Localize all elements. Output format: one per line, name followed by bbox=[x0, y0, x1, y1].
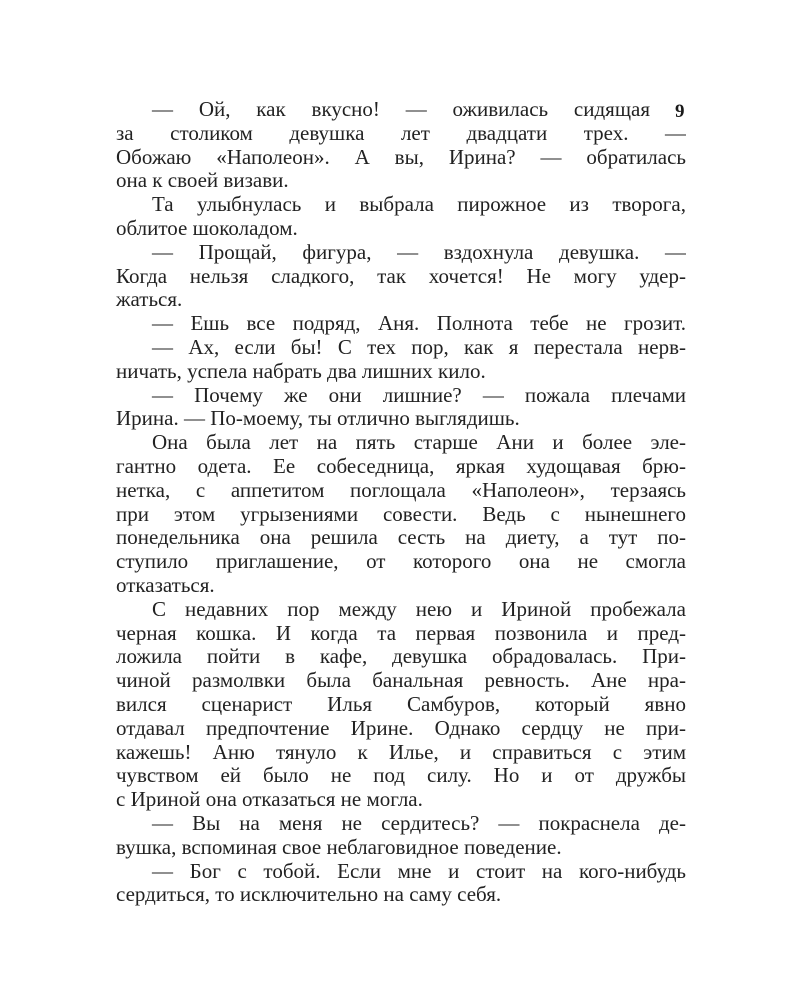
text-line: отдавал предпочтение Ирине. Однако сердцу не при- bbox=[116, 716, 686, 740]
text-line: при этом угрызениями совести. Ведь с нынешнего bbox=[116, 502, 686, 526]
text-line: она к своей визави. bbox=[116, 168, 289, 193]
text-line: — Вы на меня не сердитесь? — покраснела де- bbox=[152, 811, 686, 835]
text-line: сердиться, то исключительно на саму себя. bbox=[116, 882, 502, 907]
text-line: нетка, с аппетитом поглощала «Наполеон», терзаясь bbox=[116, 478, 686, 502]
text-line: — Прощай, фигура, — вздохнула девушка. — bbox=[152, 240, 686, 264]
text-line: с Ириной она отказаться не могла. bbox=[116, 787, 423, 812]
text-line: Она была лет на пять старше Ани и более эле- bbox=[152, 431, 686, 455]
text-line: Обожаю «Наполеон». А вы, Ирина? — обратилась bbox=[116, 145, 686, 169]
text-line: чиной размолвки была банальная ревность. Ане нра- bbox=[116, 669, 686, 693]
text-line: — Ой, как вкусно! — оживилась сидящая bbox=[152, 98, 650, 121]
text-line: — Бог с тобой. Если мне и стоит на кого-нибудь bbox=[152, 859, 686, 883]
text-line: облитое шоколадом. bbox=[116, 215, 298, 240]
text-line: вился сценарист Илья Самбуров, который явно bbox=[116, 692, 686, 716]
page-text bbox=[116, 98, 686, 907]
text-line: ложила пойти в кафе, девушка обрадовалась. При- bbox=[116, 645, 686, 669]
text-line: понедельника она решила сесть на диету, а тут по- bbox=[116, 526, 686, 550]
text-line: — Ах, если бы! С тех пор, как я перестала нерв- bbox=[152, 335, 686, 359]
text-line: — Ешь все подряд, Аня. Полнота тебе не грозит. bbox=[152, 312, 686, 336]
text-line: С недавних пор между нею и Ириной пробежала bbox=[152, 597, 686, 621]
text-line: жаться. bbox=[116, 287, 183, 312]
text-line: кажешь! Аню тянуло к Илье, и справиться с этим bbox=[116, 740, 686, 764]
text-line: чувством ей было не под силу. Но и от дружбы bbox=[116, 764, 686, 788]
text-line: ступило приглашение, от которого она не смогла bbox=[116, 550, 686, 574]
text-line: ничать, успела набрать два лишних кило. bbox=[116, 358, 486, 383]
text-line: гантно одета. Ее собеседница, яркая худощавая брю- bbox=[116, 454, 686, 478]
text-line: — Почему же они лишние? — пожала плечами bbox=[152, 383, 686, 407]
page-number: 9 bbox=[675, 101, 685, 122]
text-line: за столиком девушка лет двадцати трех. — bbox=[116, 121, 686, 145]
text-line: Ирина. — По-моему, ты отлично выглядишь. bbox=[116, 406, 520, 431]
text-line: черная кошка. И когда та первая позвонила и пред- bbox=[116, 621, 686, 645]
text-line: вушка, вспоминая свое неблаговидное поведение. bbox=[116, 834, 562, 859]
text-line: Та улыбнулась и выбрала пирожное из творога, bbox=[152, 193, 686, 217]
text-line: отказаться. bbox=[116, 572, 215, 597]
text-line: Когда нельзя сладкого, так хочется! Не могу удер- bbox=[116, 264, 686, 288]
